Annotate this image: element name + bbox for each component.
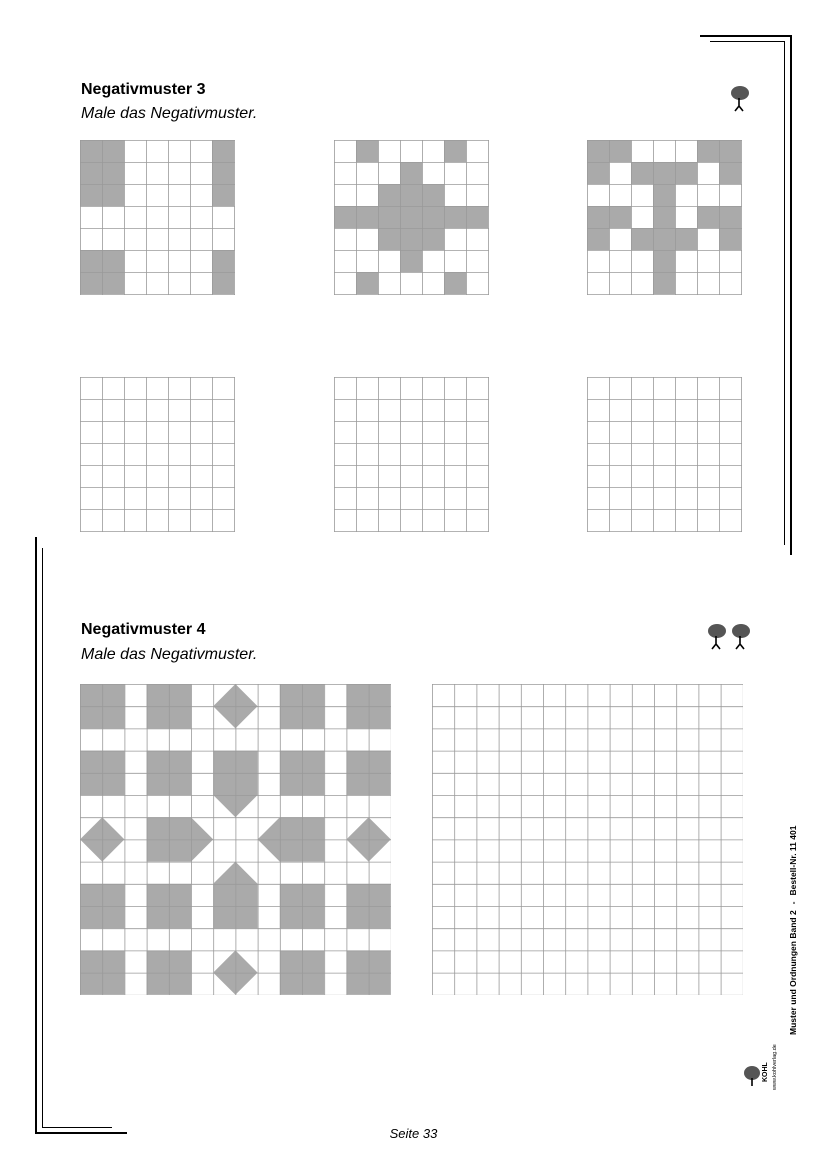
publisher-name: KOHL (762, 1062, 769, 1082)
large-pattern-grid (80, 684, 391, 995)
filled-cell (356, 206, 378, 228)
filled-shape (213, 862, 257, 929)
filled-cell (212, 272, 234, 294)
sidebar-order-number: Bestell-Nr. 11 401 (788, 825, 798, 896)
frame-left-line-outer (35, 537, 37, 1134)
frame-top-line-outer (700, 35, 792, 37)
filled-cell (80, 184, 102, 206)
section4-instruction: Male das Negativmuster. (81, 646, 258, 663)
filled-cell (378, 228, 400, 250)
filled-cell (719, 206, 741, 228)
filled-cell (466, 206, 488, 228)
filled-cell (212, 140, 234, 162)
filled-cell (80, 272, 102, 294)
filled-cell (400, 162, 422, 184)
filled-cell (587, 228, 609, 250)
pattern-grid-3 (587, 140, 743, 296)
filled-cell (147, 684, 191, 728)
filled-cell (653, 162, 675, 184)
section3-title: Negativmuster 3 (81, 81, 206, 98)
filled-cell (587, 140, 609, 162)
tree-icon (742, 1064, 762, 1088)
filled-shape (147, 817, 214, 861)
filled-cell (675, 162, 697, 184)
tree-icon (705, 622, 729, 650)
filled-cell (719, 162, 741, 184)
filled-cell (102, 162, 124, 184)
filled-cell (609, 140, 631, 162)
filled-cell (147, 751, 191, 795)
filled-cell (444, 140, 466, 162)
filled-cell (378, 184, 400, 206)
filled-cell (280, 684, 324, 728)
filled-cell (346, 950, 390, 994)
filled-shape (80, 817, 124, 861)
filled-cell (80, 140, 102, 162)
filled-cell (346, 884, 390, 928)
filled-cell (356, 140, 378, 162)
filled-cell (80, 884, 124, 928)
filled-cell (653, 250, 675, 272)
filled-cell (631, 162, 653, 184)
filled-cell (80, 751, 124, 795)
filled-cell (80, 950, 124, 994)
frame-top-line-inner (710, 41, 785, 42)
filled-cell (653, 184, 675, 206)
filled-cell (80, 684, 124, 728)
filled-cell (697, 206, 719, 228)
filled-cell (587, 162, 609, 184)
filled-cell (697, 140, 719, 162)
frame-right-line-outer (790, 35, 792, 555)
filled-cell (631, 228, 653, 250)
filled-cell (102, 184, 124, 206)
tree-icon (729, 622, 753, 650)
filled-shape (346, 817, 390, 861)
filled-cell (280, 884, 324, 928)
filled-cell (719, 140, 741, 162)
filled-cell (102, 250, 124, 272)
filled-cell (444, 206, 466, 228)
pattern-grid-1 (80, 140, 236, 296)
filled-cell (378, 206, 400, 228)
frame-right-line-inner (784, 41, 785, 545)
filled-shape (213, 950, 257, 994)
filled-cell (653, 206, 675, 228)
empty-grid-3[interactable] (587, 377, 743, 533)
filled-cell (653, 228, 675, 250)
section3-instruction: Male das Negativmuster. (81, 105, 258, 122)
filled-shape (258, 817, 325, 861)
filled-cell (280, 751, 324, 795)
pattern-grid-2 (334, 140, 490, 296)
filled-cell (102, 140, 124, 162)
filled-cell (212, 250, 234, 272)
tree-icon (728, 84, 752, 112)
publisher-url: www.kohlverlag.de (772, 1044, 778, 1090)
filled-cell (609, 206, 631, 228)
publisher-logo (742, 1018, 778, 1090)
page-number: Seite 33 (389, 1126, 438, 1141)
filled-cell (400, 184, 422, 206)
sidebar-separator: - (788, 901, 798, 905)
filled-cell (80, 162, 102, 184)
filled-cell (80, 250, 102, 272)
filled-cell (346, 751, 390, 795)
filled-cell (356, 272, 378, 294)
filled-shape (213, 751, 257, 818)
filled-cell (212, 184, 234, 206)
section4-title: Negativmuster 4 (81, 621, 206, 638)
filled-cell (422, 184, 444, 206)
large-empty-grid[interactable] (432, 684, 743, 995)
sidebar-book-info (788, 820, 798, 1035)
filled-cell (400, 228, 422, 250)
filled-cell (444, 272, 466, 294)
filled-cell (102, 272, 124, 294)
filled-cell (334, 206, 356, 228)
filled-cell (675, 228, 697, 250)
filled-cell (147, 884, 191, 928)
sidebar-book-title: Muster und Ordnungen Band 2 (788, 910, 798, 1035)
filled-cell (400, 206, 422, 228)
filled-cell (346, 684, 390, 728)
filled-cell (400, 250, 422, 272)
empty-grid-2[interactable] (334, 377, 490, 533)
empty-grid-1[interactable] (80, 377, 236, 533)
filled-cell (422, 206, 444, 228)
filled-cell (587, 206, 609, 228)
frame-left-line-inner (42, 548, 43, 1128)
filled-cell (422, 228, 444, 250)
filled-cell (280, 950, 324, 994)
filled-cell (719, 228, 741, 250)
filled-cell (212, 162, 234, 184)
filled-cell (147, 950, 191, 994)
filled-cell (653, 272, 675, 294)
filled-shape (213, 684, 257, 728)
